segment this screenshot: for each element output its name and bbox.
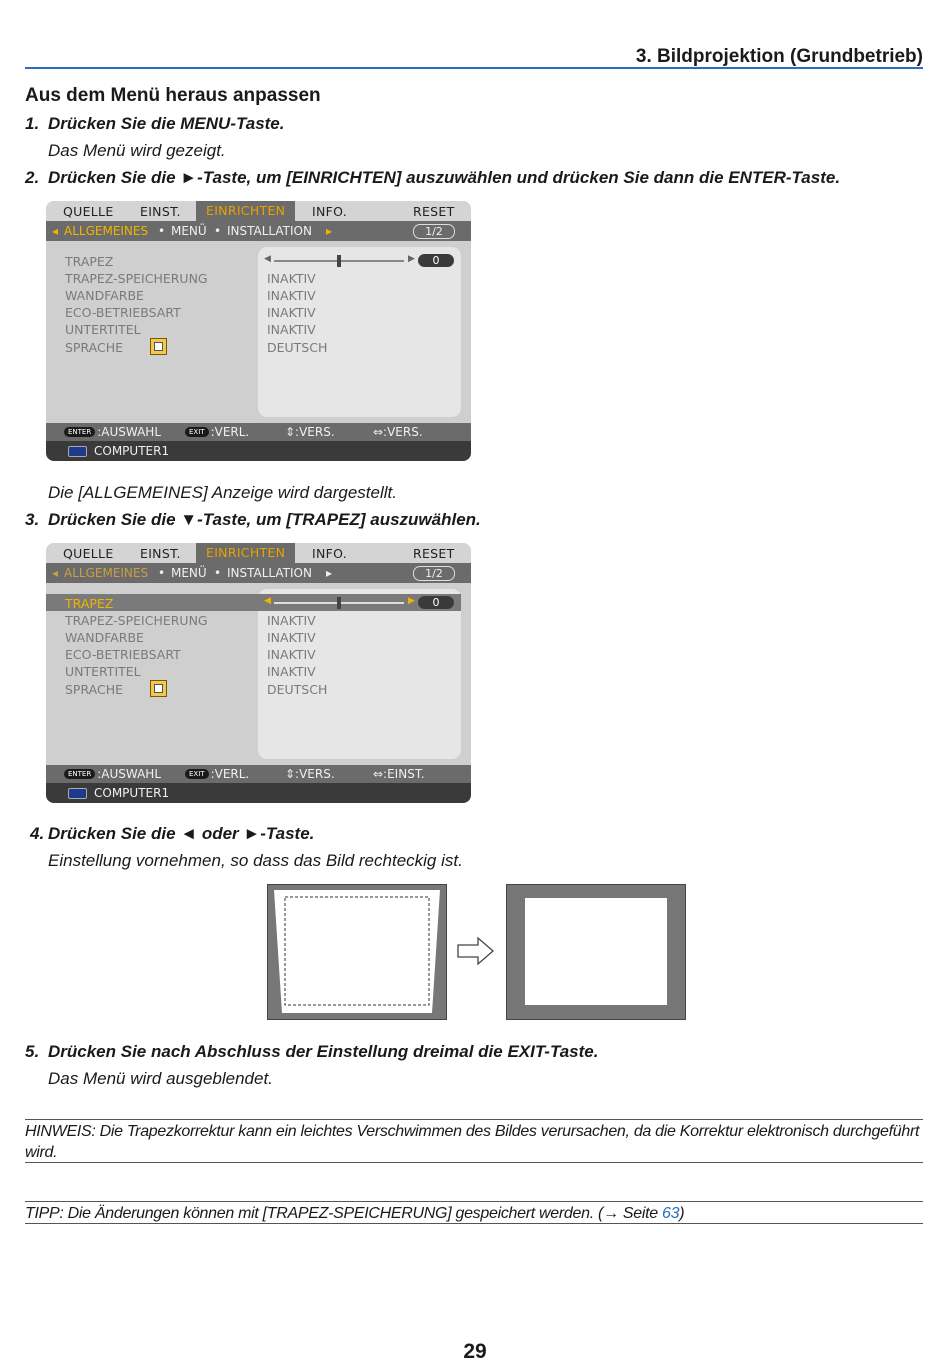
footer-leftright: ⇔:EINST. (373, 767, 425, 781)
menu-row-wandfarbe[interactable]: WANDFARBE INAKTIV (65, 288, 316, 303)
page-indicator: 1/2 (413, 566, 455, 581)
menu-subtabs (46, 221, 471, 241)
tab-reset[interactable]: RESET (413, 546, 455, 561)
header-rule (25, 67, 923, 69)
menu-footer: ENTER :AUSWAHL EXIT :VERL. ⇕:VERS. ⇔:EINST. (46, 765, 471, 783)
sub-arrow-right-icon: ▸ (326, 566, 333, 580)
trapez-value: 0 (418, 254, 454, 267)
subtab-menu[interactable]: MENÜ (171, 566, 207, 580)
page-link[interactable]: 63 (662, 1205, 680, 1222)
menu-row-trapez[interactable]: TRAPEZ ◀ ▶ 0 (46, 252, 461, 269)
subtab-installation[interactable]: INSTALLATION (227, 566, 312, 580)
tab-einst[interactable]: EINST. (140, 546, 181, 561)
footer-leftright: ⇔:VERS. (373, 425, 423, 439)
source-bar (46, 441, 471, 461)
menu-tabs (46, 543, 471, 563)
menu-row-eco[interactable]: ECO-BETRIEBSART INAKTIV (65, 305, 316, 320)
sub-arrow-left-icon: ◂ (52, 224, 59, 238)
menu-row-untertitel[interactable]: UNTERTITEL INAKTIV (65, 664, 316, 679)
step-1: 1. Drücken Sie die MENU-Taste. (25, 114, 285, 133)
tab-einrichten[interactable]: EINRICHTEN (196, 543, 295, 563)
rectangle-image-icon (525, 898, 667, 1005)
step-5-note: Das Menü wird ausgeblendet. (48, 1069, 273, 1088)
subtab-allgemeines[interactable]: ALLGEMEINES (64, 224, 149, 238)
computer-input-icon (68, 788, 87, 799)
step-3: 3. Drücken Sie die ▼-Taste, um [TRAPEZ] auszuwählen. (25, 510, 481, 529)
page-number: 29 (463, 1340, 487, 1363)
hinweis-note: HINWEIS: Die Trapezkorrektur kann ein leichtes Verschwimmen des Bildes verursachen, da die Korrektur elektronisch durchgeführt wird. (25, 1123, 920, 1161)
arrow-right-icon: ▶ (408, 254, 415, 264)
menu-tabs (46, 201, 471, 221)
tab-reset[interactable]: RESET (413, 204, 455, 219)
exit-key-icon: EXIT (185, 427, 209, 437)
tipp-rule-top (25, 1201, 923, 1202)
tipp-note: TIPP: Die Änderungen können mit [TRAPEZ-SPEICHERUNG] gespeichert werden. (→ Seite 63) (25, 1205, 685, 1222)
menu-row-trapez-speicherung[interactable]: TRAPEZ-SPEICHERUNG INAKTIV (65, 271, 316, 286)
arrow-left-icon: ◀ (264, 596, 271, 606)
trapez-slider[interactable] (274, 260, 404, 262)
arrow-left-icon: ◀ (264, 254, 271, 264)
tab-einrichten[interactable]: EINRICHTEN (196, 201, 295, 221)
enter-key-icon: ENTER (64, 769, 95, 779)
subtab-allgemeines[interactable]: ALLGEMEINES (64, 566, 149, 580)
language-icon (150, 338, 167, 355)
menu-row-eco[interactable]: ECO-BETRIEBSART INAKTIV (65, 647, 316, 662)
tab-info[interactable]: INFO. (312, 546, 348, 561)
footer-updown: ⇕:VERS. (285, 425, 335, 439)
exit-key-icon: EXIT (185, 769, 209, 779)
enter-key-icon: ENTER (64, 427, 95, 437)
step-1-note: Das Menü wird gezeigt. (48, 141, 226, 160)
menu-row-trapez-speicherung[interactable]: TRAPEZ-SPEICHERUNG INAKTIV (65, 613, 316, 628)
menu-row-trapez[interactable]: TRAPEZ ◀ ▶ 0 (46, 594, 461, 611)
slider-knob[interactable] (337, 255, 341, 267)
tab-einst[interactable]: EINST. (140, 204, 181, 219)
source-name: COMPUTER1 (94, 786, 170, 800)
source-name: COMPUTER1 (94, 444, 170, 458)
language-icon (150, 680, 167, 697)
step-2: 2. Drücken Sie die ►-Taste, um [EINRICHTEN] auszuwählen und drücken Sie dann die ENTER-Taste. (25, 168, 841, 187)
keystone-before-figure (267, 884, 447, 1020)
slider-knob[interactable] (337, 597, 341, 609)
page-heading: Aus dem Menü heraus anpassen (25, 85, 321, 106)
source-bar (46, 783, 471, 803)
trapez-slider[interactable] (274, 602, 404, 604)
arrow-right-icon: ▶ (408, 596, 415, 606)
dot-icon: • (214, 566, 222, 580)
menu-row-sprache[interactable]: SPRACHE DEUTSCH (65, 340, 328, 355)
osd-menu-2 (46, 543, 471, 803)
menu-row-wandfarbe[interactable]: WANDFARBE INAKTIV (65, 630, 316, 645)
arrow-right-icon (456, 936, 496, 966)
step-2-note: Die [ALLGEMEINES] Anzeige wird dargestellt. (48, 483, 397, 502)
dot-icon: • (214, 224, 222, 238)
tab-quelle[interactable]: QUELLE (63, 546, 114, 561)
keystone-after-figure (506, 884, 686, 1020)
page-indicator: 1/2 (413, 224, 455, 239)
dot-icon: • (158, 224, 166, 238)
step-4: 4. Drücken Sie die ◄ oder ►-Taste. (30, 824, 315, 843)
footer-updown: ⇕:VERS. (285, 767, 335, 781)
menu-subtabs (46, 563, 471, 583)
dot-icon: • (158, 566, 166, 580)
tipp-rule-bottom (25, 1223, 923, 1224)
section-title: 3. Bildprojektion (Grundbetrieb) (635, 46, 923, 67)
trapezoid-image-icon (268, 885, 446, 1019)
computer-input-icon (68, 446, 87, 457)
step-5: 5. Drücken Sie nach Abschluss der Einstellung dreimal die EXIT-Taste. (25, 1042, 599, 1061)
tab-quelle[interactable]: QUELLE (63, 204, 114, 219)
tab-info[interactable]: INFO. (312, 204, 348, 219)
menu-row-sprache[interactable]: SPRACHE DEUTSCH (65, 682, 328, 697)
subtab-installation[interactable]: INSTALLATION (227, 224, 312, 238)
step-4-note: Einstellung vornehmen, so dass das Bild rechteckig ist. (48, 851, 463, 870)
osd-menu-1 (46, 201, 471, 461)
hinweis-rule-bottom (25, 1162, 923, 1163)
menu-row-untertitel[interactable]: UNTERTITEL INAKTIV (65, 322, 316, 337)
hinweis-rule-top (25, 1119, 923, 1120)
sub-arrow-right-icon: ▸ (326, 224, 333, 238)
trapez-value: 0 (418, 596, 454, 609)
menu-footer: ENTER :AUSWAHL EXIT :VERL. ⇕:VERS. ⇔:VERS. (46, 423, 471, 441)
subtab-menu[interactable]: MENÜ (171, 224, 207, 238)
sub-arrow-left-icon: ◂ (52, 566, 59, 580)
